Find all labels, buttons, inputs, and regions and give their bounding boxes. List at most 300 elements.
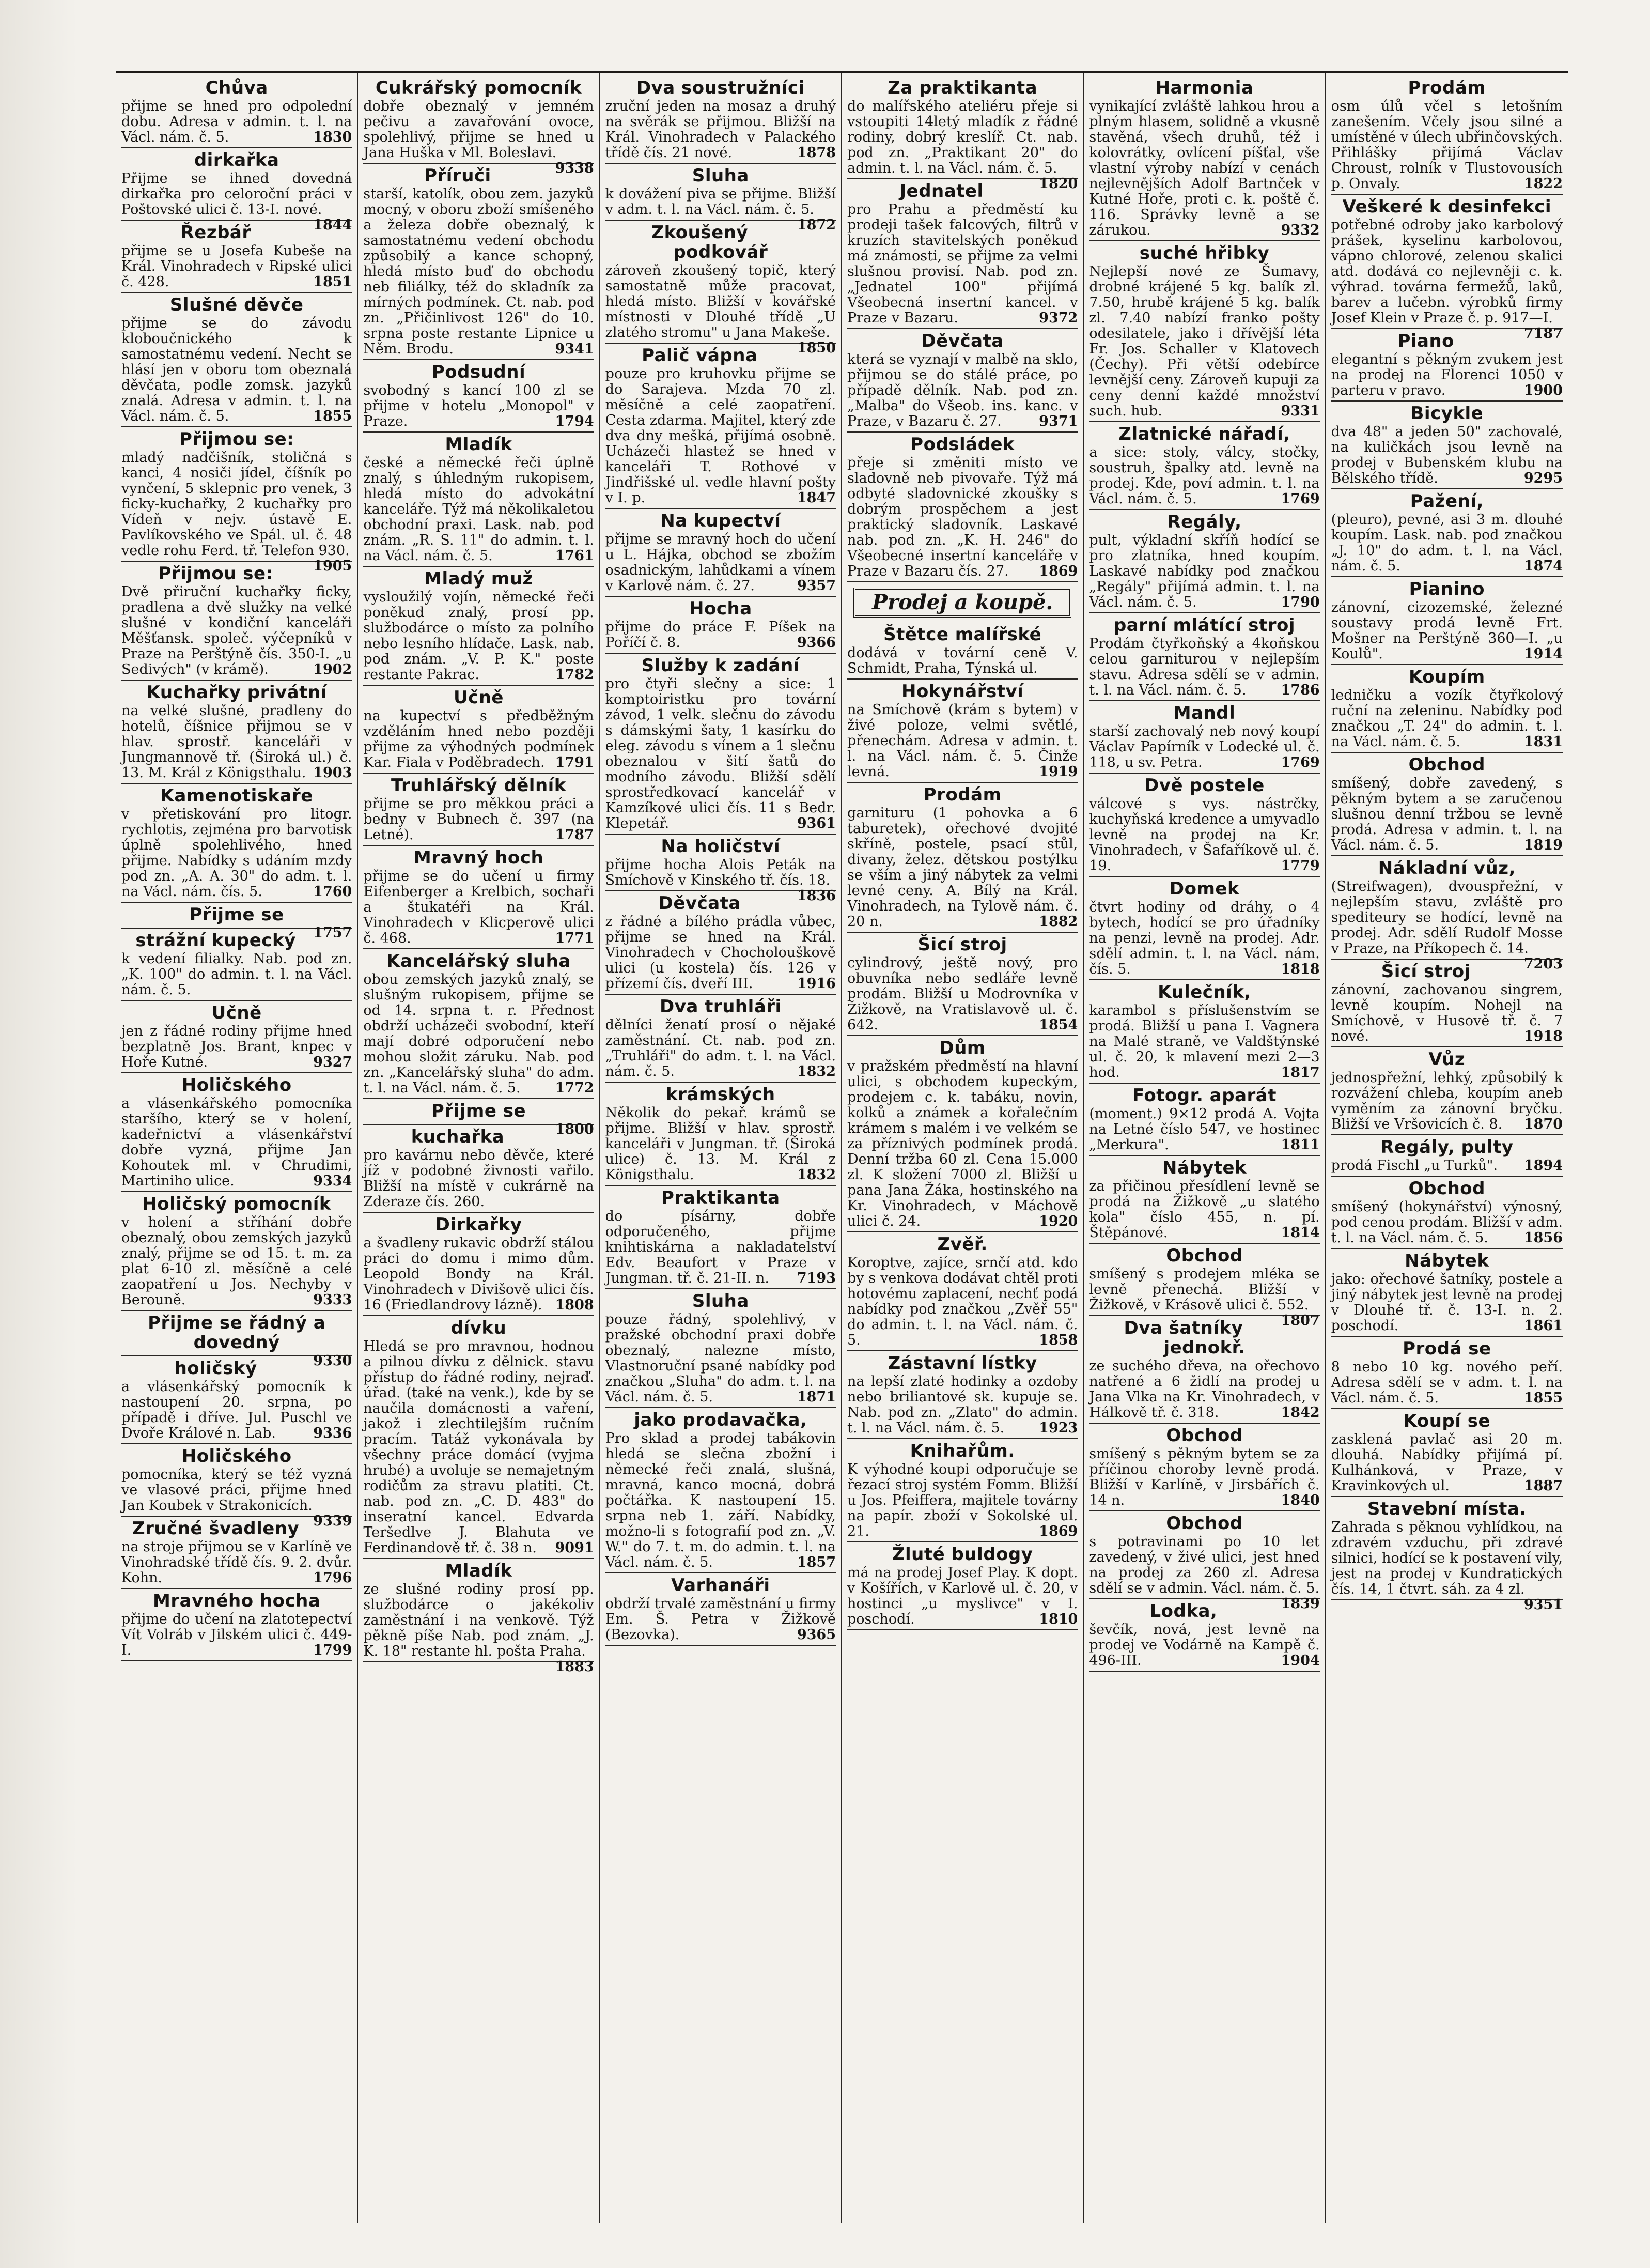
classified-ad bbox=[1089, 980, 1319, 1084]
ad-heading: Hokynářství bbox=[901, 681, 1024, 702]
ad-heading: Varhanáři bbox=[671, 1575, 770, 1596]
page-fold-shadow bbox=[0, 0, 77, 2268]
ad-heading: Přijmou se: bbox=[158, 563, 273, 584]
ad-body: přijme se mravný hoch do učení u L. Hájka, obchod se zbožím osadnickým, lahůdkami a vínem v Karlově nám. č. 27. 9357 bbox=[605, 531, 836, 594]
classified-ad bbox=[605, 1408, 836, 1573]
ad-heading: Fotogr. aparát bbox=[1132, 1085, 1277, 1106]
classified-ad bbox=[1089, 1084, 1319, 1156]
ad-body: Několik do pekař. krámů se přijme. Bližší v hlav. sprostř. kanceláři v Jungman. tř. (Široká ulice) č. 13. M. Král z Königsthalu. 1832 bbox=[605, 1105, 836, 1183]
ad-body: pouze pro kruhovku přijme se do Sarajeva. Mzda 70 zl. měsíčně a celé zaopatření. Cesta zdarma. Majitel, který zde dva dny mešká, přijímá osobně. Ucházeči hlastež se hned v kanceláři T. Rothové v Jindřišské ul. vedle hlavní pošty v I. p. 1847 bbox=[605, 366, 836, 506]
ad-body: 8 nebo 10 kg. nového peří. Adresa sdělí se v adm. t. l. na Václ. nám. č. 5. 1855 bbox=[1331, 1359, 1563, 1406]
ad-number: 1800 bbox=[555, 1121, 594, 1137]
ad-heading: Příruči bbox=[424, 165, 491, 186]
ad-heading: Regály, pulty bbox=[1380, 1137, 1514, 1158]
classified-ad bbox=[363, 164, 594, 360]
ad-body: jednospřežní, lehký, způsobilý k rozvážení chleba, koupím aneb vyměním za zánovní bryčku. Bližší ve Vršovicích č. 8. 1870 bbox=[1331, 1070, 1563, 1132]
ad-body: do malířského ateliéru přeje si vstoupiti 14letý mladík z řádné rodiny, dobrý kreslíř. Ct. nab. pod zn. „Praktikant 20" do admin. t. l. na Václ. nám. č. 5. 1820 bbox=[847, 98, 1078, 192]
classified-ad bbox=[1331, 402, 1563, 489]
ad-body: K výhodné koupi odporučuje se řezací stroj systém Fomm. Bližší u Jos. Pfeiffera, majitele továrny na papír. zboží v Sokolské ul. 21. 1869 bbox=[847, 1461, 1078, 1539]
ad-heading: Truhlářský dělník bbox=[391, 775, 566, 796]
ad-body: (moment.) 9×12 prodá A. Vojta na Letné číslo 547, ve hostinec „Merkura". 1811 bbox=[1089, 1106, 1320, 1153]
ad-number: 1830 bbox=[313, 129, 352, 145]
ad-body: cylindrový, ještě nový, pro obuvníka nebo sedláře levně prodám. Bližší u Modrovníka v Žižkově, na Vratislavově ul. č. 642. 1854 bbox=[847, 955, 1078, 1033]
ad-number: 1894 bbox=[1523, 1158, 1563, 1174]
ad-number: 1858 bbox=[1039, 1332, 1078, 1348]
ad-number: 1923 bbox=[1039, 1420, 1078, 1436]
classified-ad bbox=[605, 76, 836, 164]
ad-body: a švadleny rukavic obdrží stálou práci do domu i mimo dům. Leopold Bondy na Král. Vinohradech v Divišově ulici čís. 16 (Friedlandrovy lázně). 1808 bbox=[363, 1235, 594, 1313]
ad-heading: Šicí stroj bbox=[1381, 961, 1471, 982]
ad-body: a vlásenkářský pomocník k nastoupení 20. srpna, po případě i dříve. Jul. Puschl ve Dvoře Králové n. Lab. 9336 bbox=[121, 1379, 352, 1441]
ad-heading: Přijme se bbox=[431, 1101, 526, 1121]
column-1 bbox=[116, 73, 358, 2223]
ad-heading: Nákladní vůz, bbox=[1378, 858, 1516, 878]
classified-ad bbox=[121, 784, 352, 903]
ad-number: 1920 bbox=[1039, 1213, 1078, 1229]
classified-ad bbox=[121, 1356, 352, 1444]
ad-body: na velké slušné, pradleny do hotelů, číšnice přijmou se v hlav. sprostř. kanceláři v Jungmannově tř. (Široká ul.) č. 13. M. Král z Königsthalu. 1903 bbox=[121, 703, 352, 781]
ad-number: 9357 bbox=[797, 578, 836, 594]
ad-heading: strážní kupecký bbox=[135, 930, 296, 951]
ad-heading: Koupí se bbox=[1403, 1411, 1491, 1431]
ad-body: prodá Fischl „u Turků". 1894 bbox=[1331, 1158, 1563, 1174]
column-5 bbox=[1084, 73, 1326, 2223]
ad-body: (Streifwagen), dvouspřežní, v nejlepším stavu, zvláště pro spediteury se hodící, levně na prodej. Adr. sdělí Rudolf Mosse v Praze, na Příkopech č. 14. 7203 bbox=[1331, 878, 1563, 972]
classified-ad bbox=[1089, 510, 1319, 613]
ad-number: 1855 bbox=[1523, 1390, 1563, 1406]
classified-ad bbox=[1089, 701, 1319, 774]
classified-ad bbox=[1089, 241, 1319, 422]
classified-ad bbox=[1331, 1177, 1563, 1249]
ad-number: 9338 bbox=[555, 160, 594, 176]
ad-number: 1832 bbox=[797, 1167, 836, 1183]
ad-heading: Podsudní bbox=[431, 362, 526, 382]
ad-heading: Holičského bbox=[181, 1446, 292, 1467]
ad-heading: Bicykle bbox=[1410, 403, 1484, 424]
ad-number: 1771 bbox=[555, 930, 594, 946]
ad-number: 1791 bbox=[555, 754, 594, 770]
classified-ad bbox=[847, 783, 1078, 933]
classified-ad bbox=[363, 949, 594, 1099]
ad-heading: Na kupectví bbox=[660, 511, 781, 531]
ad-body: pomocníka, který se též vyzná ve vlasové práci, přijme hned Jan Koubek v Strakonicích. 9339 bbox=[121, 1467, 352, 1529]
ad-number: 1871 bbox=[797, 1389, 836, 1405]
classified-ad bbox=[363, 1213, 594, 1316]
ad-number: 1814 bbox=[1281, 1225, 1320, 1241]
ad-heading: Knihařům. bbox=[910, 1441, 1015, 1461]
ad-number: 9341 bbox=[555, 341, 594, 357]
classified-ad bbox=[363, 360, 594, 433]
ad-number: 1796 bbox=[313, 1570, 352, 1586]
ad-number: 9295 bbox=[1523, 470, 1563, 486]
ad-body: Prodám čtyřkoňský a 4koňskou celou garniturou v nejlepším stavu. Adresa sdělí se v admin. t. l. na Václ. nám. č. 5. 1786 bbox=[1089, 636, 1320, 698]
classified-ad bbox=[605, 344, 836, 509]
ad-heading: parní mlátící stroj bbox=[1113, 615, 1296, 636]
ad-heading: Koupím bbox=[1408, 667, 1485, 687]
ad-number: 1900 bbox=[1523, 382, 1563, 398]
ad-body: Pro sklad a prodej tabákovin hledá se slečna zbožní i německé řeči znalá, slušná, mravná, kanco mocná, dobrá počtářka. K nastoupení 15. srpna neb 1. září. Nabídky, možno-li s fotografií pod zn. „V. W." do 7. t. m. do admin. t. l. na Václ. nám. č. 5. 1857 bbox=[605, 1430, 836, 1570]
ad-number: 9336 bbox=[313, 1425, 352, 1441]
ad-heading: Holičský pomocník bbox=[142, 1194, 332, 1214]
ad-body: a sice: stoly, válcy, stočky, soustruh, špalky atd. levně na prodej. Kde, poví admin. t. l. na Václ. nám. č. 5. 1769 bbox=[1089, 444, 1320, 507]
ad-heading: Veškeré k desinfekci bbox=[1342, 196, 1552, 217]
classified-ad bbox=[121, 293, 352, 427]
ad-heading: krámských bbox=[666, 1084, 775, 1105]
classified-ad bbox=[1089, 76, 1319, 241]
ad-body: přijme se hned pro odpolední dobu. Adresa v admin. t. l. na Václ. nám. č. 5. 1830 bbox=[121, 98, 352, 145]
classified-ad bbox=[1331, 1409, 1563, 1497]
ad-number: 1883 bbox=[555, 1659, 594, 1675]
ad-heading: Na holičství bbox=[661, 836, 781, 857]
ad-number: 1799 bbox=[313, 1642, 352, 1658]
ad-number: 1855 bbox=[313, 408, 352, 424]
ad-body: starší, katolík, obou zem. jazyků mocný, v oboru zboží smíšeného a železa dobře obeznalý, k samostatnému vedení obchodu způsobilý a kance schopný, hledá místo buď do obchodu neb filiálky, též do skladník za mírných podmínek. Ct. nab. pod zn. „Přičinlivost 126" do 10. srpna poste restante Lipnice u Něm. Brodu. 9341 bbox=[363, 186, 594, 357]
ad-number: 1831 bbox=[1523, 734, 1563, 750]
ad-heading: Slušné děvče bbox=[169, 295, 304, 315]
ad-heading: Praktikanta bbox=[661, 1187, 780, 1208]
ad-body: Nejlepší nové ze Šumavy, drobné krájené 5 kg. balík zl. 7.50, hrubě krájené 5 kg. balík zl. 7.40 nabízí franko pošty odesilatele, jako i dřívější léta Fr. Jos. Schaller v Klatovech (Čechy). Při větší odebírce levnější ceny. Zároveň kupuji za ceny denní každé množství such. hub. 9331 bbox=[1089, 264, 1320, 419]
ad-heading: Prodá se bbox=[1403, 1338, 1491, 1359]
ad-body: potřebné odroby jako karbolový prášek, kyselinu karbolovou, vápno chlorové, zelenou skalici atd. dodává co nejlevněji c. k. výhrad. továrna fermežů, laků, barev a lučebn. výrobků firmy Josef Klein v Praze č. p. 917—I. 7187 bbox=[1331, 217, 1563, 342]
ad-number: 1857 bbox=[797, 1554, 836, 1570]
classified-ad bbox=[847, 1351, 1078, 1439]
classified-ad bbox=[1089, 613, 1319, 701]
ad-heading: Štětce malířské bbox=[883, 624, 1042, 645]
ad-number: 9091 bbox=[555, 1540, 594, 1556]
ad-heading: Dva šatníky jednokř. bbox=[1124, 1318, 1246, 1358]
ad-heading: Harmonia bbox=[1155, 78, 1254, 98]
ad-heading: Nábytek bbox=[1405, 1251, 1489, 1271]
classified-ad bbox=[605, 995, 836, 1083]
ad-heading: Obchod bbox=[1408, 1178, 1485, 1199]
ad-body: na stroje přijmou se v Karlíně ve Vinohradské třídě čís. 9. 2. dvůr. Kohn. 1796 bbox=[121, 1539, 352, 1586]
classified-ad bbox=[605, 509, 836, 597]
ad-body: k dovážení piva se přijme. Bližší v adm. t. l. na Václ. nám. č. 5. 1872 bbox=[605, 186, 836, 233]
ad-number: 1903 bbox=[313, 765, 352, 781]
ad-heading: dirkařka bbox=[194, 150, 279, 171]
ad-body: přijme se u Josefa Kubeše na Král. Vinohradech v Ripské ulici č. 428. 1851 bbox=[121, 243, 352, 290]
ad-heading: Zručné švadleny bbox=[132, 1518, 300, 1539]
classified-ad bbox=[605, 1186, 836, 1289]
ad-body: Hledá se pro mravnou, hodnou a pilnou dívku z dělnick. stavu přístup do řádné rodiny, nejraď. úřad. (také na venk.), kde by se naučila domácnosti a vaření, jakož i zlechtilejším ručním pracím. Tatáž vykonávala by všechny práce domácí (vyjma hrubé) a uvoluje se nemajetným rodičům za stravu platiti. Ct. nab. pod zn. „C. D. 483" do inseratní kancel. Edvarda Teršedlve J. Blahuta ve Ferdinandově tř. č. 38 n. 9091 bbox=[363, 1338, 594, 1556]
ad-body: mladý nadčišník, stoličná s kanci, 4 nosiči jídel, číšník po vynčení, 5 sklepnic pro venek, 3 ficky-kuchařky, 2 kuchařky pro Vídeň v nejv. ústavě E. Pavlíkovského ve Spál. ul. č. 48 vedle rohu Ferd. tř. Telefon 930. 1905 bbox=[121, 450, 352, 574]
classified-ad bbox=[847, 179, 1078, 329]
ad-number: 1779 bbox=[1281, 858, 1320, 874]
classified-ad bbox=[121, 681, 352, 784]
ad-number: 1840 bbox=[1281, 1492, 1320, 1508]
ad-heading: Přijmou se: bbox=[179, 429, 294, 450]
classified-ad bbox=[121, 76, 352, 148]
ad-body: v holení a stříhání dobře obeznalý, obou zemských jazyků znalý, přijme se od 15. t. m. za plat 6-10 zl. měsíčně a celé zaopatření u Jos. Nechyby v Berouně. 9333 bbox=[121, 1214, 352, 1308]
ad-number: 1874 bbox=[1523, 558, 1563, 574]
ad-body: (pleuro), pevné, asi 3 m. dlouhé koupím. Lask. nab. pod značkou „J. 10" do adm. t. l. na Václ. nám. č. 5. 1874 bbox=[1331, 512, 1563, 574]
classified-ad bbox=[121, 1073, 352, 1192]
ad-number: 1818 bbox=[1281, 961, 1320, 977]
ad-heading: Zkoušený podkovář bbox=[651, 222, 768, 263]
ad-heading: dívku bbox=[450, 1318, 507, 1338]
ad-heading: Pažení, bbox=[1410, 491, 1484, 512]
ad-heading: Stavební místa. bbox=[1367, 1499, 1527, 1519]
ad-number: 9371 bbox=[1039, 413, 1078, 429]
ad-number: 1851 bbox=[313, 274, 352, 290]
ad-body: přijme do učení na zlatotepectví Vít Volráb v Jilském ulici č. 449-I. 1799 bbox=[121, 1611, 352, 1658]
ad-body: k vedení filialky. Nab. pod zn. „K. 100" do admin. t. l. na Václ. nám. č. 5. bbox=[121, 951, 352, 998]
classified-ad bbox=[1089, 1156, 1319, 1244]
ad-heading: Pianino bbox=[1409, 579, 1485, 599]
classified-ad bbox=[605, 1289, 836, 1408]
classified-ad bbox=[605, 164, 836, 233]
classified-ad bbox=[847, 433, 1078, 582]
ad-heading: Dva truhláři bbox=[660, 996, 782, 1017]
classified-ad bbox=[1089, 1244, 1320, 1329]
ad-body: zruční jeden na mosaz a druhý na svěrák se přijmou. Bližší na Král. Vinohradech v Palackého třídě čís. 21 nové. 1878 bbox=[605, 98, 836, 161]
column-3 bbox=[600, 73, 842, 2223]
classified-ad bbox=[1331, 753, 1563, 856]
ad-number: 1808 bbox=[555, 1297, 594, 1313]
classified-ad bbox=[847, 1232, 1078, 1351]
ad-number: 1869 bbox=[1039, 563, 1078, 579]
ad-body: pro Prahu a předměstí ku prodeji tašek falcových, filtrů v kruzích stavitelských poněkud má známosti, se přijme za velmi slušnou provisí. Nab. pod zn. „Jednatel 100" přijímá Všeobecná insertní kancel. v Praze v Bazaru. 9372 bbox=[847, 202, 1078, 326]
ad-heading: Sluha bbox=[692, 1291, 749, 1312]
ad-heading: Mladík bbox=[445, 1561, 512, 1581]
ad-body: elegantní s pěkným zvukem jest na prodej na Florenci 1050 v parteru v pravo. 1900 bbox=[1331, 351, 1563, 398]
ad-heading: Šicí stroj bbox=[917, 934, 1007, 955]
ad-body: Koroptve, zajíce, srnčí atd. kdo by s venkova dodávat chtěl proti hotovému zaplacení, nechť podá nabídky pod značkou „Zvěř 55" do admin. t. l. na Václ. nám. č. 5. 1858 bbox=[847, 1255, 1078, 1348]
ad-heading: kuchařka bbox=[411, 1127, 505, 1147]
classified-ad bbox=[847, 680, 1078, 783]
ad-body: obou zemských jazyků znalý, se slušným rukopisem, přijme se od 14. srpna t. r. Přednost obdrží ucházeči svobodní, kteří mají dobré odporučení nebo mohou složit záruku. Nab. pod zn. „Kancelářský sluha" do adm. t. l. na Václ. nám. č. 5. 1772 bbox=[363, 971, 594, 1096]
ad-body: pult, výkladní skříň hodící se pro zlatníka, hned koupím. Laskavé nabídky pod značkou „Regály" přijímá admin. t. l. na Václ. nám. č. 5. 1790 bbox=[1089, 532, 1320, 610]
classified-ad bbox=[1089, 1316, 1319, 1424]
ad-number: 1916 bbox=[797, 976, 836, 992]
ad-number: 1914 bbox=[1523, 646, 1563, 662]
ad-number: 1882 bbox=[1039, 914, 1078, 930]
ad-body: ze slušné rodiny prosí pp. službodárce o jakékoliv zaměstnání i na venkově. Týž pěkně píše Nab. pod znám. „J. K. 18" restante hl. pošta Praha. 1883 bbox=[363, 1581, 594, 1675]
ad-heading: Dvě postele bbox=[1144, 775, 1265, 796]
ad-heading: Jednatel bbox=[899, 181, 984, 202]
ad-body: obdrží trvalé zaměstnání u firmy Em. Š. Petra v Žižkově (Bezovka). 9365 bbox=[605, 1596, 836, 1643]
ad-body: karambol s příslušenstvím se prodá. Bližší u pana I. Vagnera na Malé straně, ve Valdštýnské ul. č. 20, k mlavení mezi 2—3 hod. 1817 bbox=[1089, 1002, 1320, 1081]
classified-ad bbox=[605, 654, 836, 835]
ad-body: garnituru (1 pohovka a 6 taburetek), ořechové dvojité skříně, postele, psací stůl, divany, želez. dětskou postýlku se vším a jiný nábytek za velmi levné ceny. A. Bílý na Král. Vinohradech, na Tylově nám. č. 20 n. 1882 bbox=[847, 805, 1078, 930]
classified-ad bbox=[1331, 665, 1563, 753]
classified-ad bbox=[1331, 577, 1563, 665]
ad-body: která se vyznají v malbě na sklo, přijmou se do stálé práce, po případě dělník. Nab. pod zn. „Malba" do Všeob. ins. kanc. v Praze, v Bazaru č. 27. 9371 bbox=[847, 351, 1078, 429]
ad-number: 1810 bbox=[1039, 1611, 1078, 1627]
ad-number: 7203 bbox=[1523, 956, 1563, 972]
ad-number: 1769 bbox=[1281, 491, 1320, 507]
classified-ad bbox=[847, 933, 1078, 1036]
ad-heading: Děvčata bbox=[658, 893, 741, 914]
ad-body: zánovní, cizozemské, železné soustavy prodá levně Frt. Mošner na Perštýně 360—I. „u Koulů". 1914 bbox=[1331, 599, 1563, 662]
ad-number: 1918 bbox=[1523, 1028, 1563, 1044]
classified-ad bbox=[605, 1083, 836, 1186]
ad-heading: Cukrářský pomocník bbox=[375, 78, 582, 98]
ad-number: 1861 bbox=[1523, 1318, 1563, 1334]
ad-heading: Řezbář bbox=[180, 222, 251, 243]
ad-number: 1760 bbox=[313, 884, 352, 900]
ad-heading: Mravného hocha bbox=[153, 1591, 321, 1611]
ad-number: 1902 bbox=[313, 661, 352, 677]
ad-number: 1844 bbox=[313, 217, 352, 233]
ad-heading: Žluté buldogy bbox=[892, 1544, 1033, 1565]
ad-number: 9330 bbox=[313, 1353, 352, 1369]
ad-body: má na prodej Josef Play. K dopt. v Košířích, v Karlově ul. č. 20, v hostinci „u myslivce" v I. poschodí. 1810 bbox=[847, 1565, 1078, 1627]
classified-ad bbox=[121, 1589, 352, 1661]
ad-number: 9334 bbox=[313, 1173, 352, 1189]
ad-body: Přijme se ihned dovedná dirkařka pro celoroční práci v Poštovské ulici č. 13-I. nové. 1844 bbox=[121, 171, 352, 233]
ad-number: 1794 bbox=[555, 413, 594, 429]
ad-body: smíšený, dobře zavedený, s pěkným bytem a se zaručenou slušnou denní tržbou se levně prodá. Adresa v admin. t. l. na Václ. nám. č. 5. 1819 bbox=[1331, 775, 1563, 853]
ad-body: pro čtyři slečny a sice: 1 komptoiristku pro tovární závod, 1 velk. slečnu do závodu s dámskými šaty, 1 kasírku do eleg. závodu s vínem a 1 slečnu obeznalou v šití šatů do modního závodu. Bližší sdělí sprostředkovací kancelář v Kamzíkové ulici čís. 11 s Bedr. Klepetář. 9361 bbox=[605, 676, 836, 831]
classified-ad bbox=[1089, 1424, 1319, 1511]
ad-heading: Hocha bbox=[689, 598, 752, 619]
ad-number: 1870 bbox=[1523, 1116, 1563, 1132]
classified-ad bbox=[363, 686, 594, 774]
ad-heading: Zvěř. bbox=[937, 1234, 988, 1255]
ad-body: ševčík, nová, jest levně na prodej ve Vodárně na Kampě č. 496-III. 1904 bbox=[1089, 1622, 1320, 1669]
ad-body: na kupectví s předběžným vzděláním hned nebo později přijme za výhodných podmínek Kar. Fiala v Poděbradech. 1791 bbox=[363, 708, 594, 770]
ad-heading: Obchod bbox=[1408, 754, 1485, 775]
ad-number: 1782 bbox=[555, 667, 594, 683]
ad-heading: Mladý muž bbox=[424, 568, 533, 589]
ad-number: 1822 bbox=[1523, 176, 1563, 192]
ad-number: 1869 bbox=[1039, 1523, 1078, 1539]
ad-heading: Piano bbox=[1397, 331, 1455, 351]
ad-number: 9365 bbox=[797, 1627, 836, 1643]
ad-number: 1842 bbox=[1281, 1405, 1320, 1421]
ad-body: jako: ořechové šatníky, postele a jiný nábytek jest levně na prodej v Dlouhé tř. č. 13-I. n. 2. poschodí. 1861 bbox=[1331, 1271, 1563, 1334]
classified-ad bbox=[363, 567, 594, 686]
ad-number: 7187 bbox=[1523, 326, 1563, 342]
ad-body: a vlásenkářského pomocníka staršího, který se v holení, kadeřnictví a vlásenkářství dobře vyzná, přijme Jan Kohoutek ml. v Chrudimi, Martiniho ulice. 9334 bbox=[121, 1096, 352, 1189]
ad-number: 7193 bbox=[797, 1270, 836, 1286]
ad-heading: Kuchařky privátní bbox=[146, 682, 327, 703]
ad-number: 9351 bbox=[1523, 1597, 1563, 1613]
ad-number: 1839 bbox=[1281, 1596, 1320, 1612]
classified-ad bbox=[363, 1559, 594, 1675]
ad-heading: Nábytek bbox=[1162, 1158, 1247, 1178]
ad-body: zároveň zkoušený topič, který samostatně může pracovat, hledá místo. Bližší v kovářské místnosti v Dlouhé třídě „U zlatého stromu" u Jana Makeše. 1850 bbox=[605, 263, 836, 356]
ad-body: přeje si změniti místo ve sladovně neb pivovaře. Týž má odbyté sladovnické zkoušky s dobrým prospěchem a jest praktický sladovník. Laskavé nab. pod zn. „K. H. 246" do Všeobecné insertní kanceláře v Praze v Bazaru čís. 27. 1869 bbox=[847, 455, 1078, 579]
ad-heading: Podsládek bbox=[910, 434, 1015, 455]
ad-heading: Učně bbox=[453, 687, 504, 708]
classified-ad bbox=[1331, 1497, 1563, 1613]
column-2 bbox=[358, 73, 600, 2223]
ad-heading: Dirkařky bbox=[435, 1214, 522, 1235]
ad-body: svobodný s kancí 100 zl se přijme v hotelu „Monopol" v Praze. 1794 bbox=[363, 382, 594, 429]
ad-body: v přetiskování pro litogr. rychlotis, zejména pro barvotisk úplně spolehlivého, hned přijme. Nabídky s udáním mzdy pod zn. „A. A. 30" do adm. t. l. na Václ. nám. čís. 5. 1760 bbox=[121, 806, 352, 900]
ad-heading: holičský bbox=[174, 1358, 257, 1379]
ad-number: 1761 bbox=[555, 548, 594, 564]
classified-ad bbox=[605, 891, 836, 995]
ad-heading: Mladík bbox=[445, 434, 512, 455]
classified-ad bbox=[1331, 76, 1563, 195]
ad-number: 1820 bbox=[1039, 176, 1078, 192]
ad-body: zánovní, zachovanou singrem, levně koupím. Nohejl na Smíchově, v Husově tř. č. 7 nové. 1918 bbox=[1331, 982, 1563, 1044]
ad-heading: Domek bbox=[1169, 878, 1240, 899]
ad-heading: Děvčata bbox=[921, 331, 1004, 351]
ad-body: jen z řádné rodiny přijme hned bezplatně Jos. Brant, knpec v Hoře Kutné. 9327 bbox=[121, 1023, 352, 1070]
ad-number: 9327 bbox=[313, 1054, 352, 1070]
ad-heading: Prodám bbox=[1408, 78, 1486, 98]
ad-number: 1757 bbox=[313, 925, 352, 941]
ad-heading: Mravný hoch bbox=[413, 847, 544, 868]
ad-body: dva 48" a jeden 50" zachovalé, na kuličkách jsou levně na prodej v Bubenském klubu na Bělského třídě. 9295 bbox=[1331, 424, 1563, 486]
ad-body: s potravinami po 10 let zavedený, v živé ulici, jest hned na prodej za 260 zl. Adresa sdělí se v admin. Václ. nám. č. 5. 1839 bbox=[1089, 1534, 1320, 1612]
classified-ad bbox=[363, 846, 594, 949]
ad-number: 1769 bbox=[1281, 754, 1320, 770]
ad-body: vynikající zvláště lahkou hrou a plným hlasem, solidně a vkusně stavěná, všech druhů, též i kolovrátky, ovlícení píšťal, vše vlastní výroby nabízí v cenách nejlevnějších Adolf Bartnček v Kutné Hoře, proti c. k. poště č. 116. Správky levně a se zárukou. 9332 bbox=[1089, 98, 1320, 238]
ad-body: za přičinou přesídlení levně se prodá na Žižkově „u slatého kola" číslo 455, n. pí. Štěpánové. 1814 bbox=[1089, 1178, 1320, 1241]
ad-body: pouze řádný, spolehlivý, v pražské obchodní praxi dobře obeznalý, nalezne místo, Vlastnoruční psané nabídky pod značkou „Sluha" do adm. t. l. na Václ. nám. č. 5. 1871 bbox=[605, 1312, 836, 1405]
ad-heading: Chůva bbox=[205, 78, 268, 98]
ad-number: 1807 bbox=[1281, 1313, 1320, 1329]
ad-number: 1819 bbox=[1523, 837, 1563, 853]
ad-heading: Za praktikanta bbox=[888, 78, 1038, 98]
ad-number: 1817 bbox=[1281, 1064, 1320, 1081]
classified-ad bbox=[847, 1542, 1078, 1630]
ad-body: přijme se pro měkkou práci a bedny v Bubnech č. 397 (na Letné). 1787 bbox=[363, 796, 594, 843]
ad-body: dodává v tovární ceně V. Schmidt, Praha, Týnská ul. bbox=[847, 645, 1078, 676]
classified-ad bbox=[121, 1001, 352, 1073]
ad-body: přijme hocha Alois Peták na Smíchově v Kinského tř. čís. 18. 1836 bbox=[605, 857, 836, 904]
ad-body: ledničku a vozík čtyřkolový ruční na zeleninu. Nabídky pod značkou „T. 24" do admin. t. l. na Václ. nám. č. 5. 1831 bbox=[1331, 687, 1563, 750]
ad-heading: Dva soustružníci bbox=[636, 78, 805, 98]
classifieds-page bbox=[116, 71, 1568, 2223]
classified-ad bbox=[121, 1192, 352, 1311]
ad-body: starší zachovalý neb nový koupí Václav Papírník v Lodecké ul. č. 118, u sv. Petra. 1769 bbox=[1089, 723, 1320, 770]
ad-heading: Zástavní lístky bbox=[888, 1353, 1037, 1374]
classified-ad bbox=[1331, 1337, 1563, 1409]
ad-number: 9361 bbox=[797, 815, 836, 831]
classified-ad bbox=[847, 329, 1078, 433]
ad-body: dělníci ženatí prosí o nějaké zaměstnání. Ct. nab. pod zn. „Truhláři" do adm. t. l. na Václ. nám. č. 5. 1832 bbox=[605, 1017, 836, 1079]
ad-body: zasklená pavlač asi 20 m. dlouhá. Nabídky přijímá pí. Kulhánková, v Praze, v Kravinkových ul. 1887 bbox=[1331, 1431, 1563, 1494]
ad-heading: Mandl bbox=[1173, 703, 1236, 723]
classified-ad bbox=[1331, 960, 1563, 1047]
ad-body: dobře obeznalý v jemném pečivu a zavařování ovoce, spolehlivý, přijme se hned u Jana Huška v Ml. Boleslavi. 9338 bbox=[363, 98, 594, 176]
ad-heading: Holičského bbox=[181, 1075, 292, 1096]
classified-ad bbox=[847, 1439, 1078, 1542]
classified-ad bbox=[847, 1036, 1078, 1232]
ad-number: 9331 bbox=[1281, 403, 1320, 419]
ad-body: čtvrt hodiny od dráhy, o 4 bytech, hodící se pro úřadníky na penzi, levně na prodej. Adr. sdělí admin. t. l. na Václ. nám. čís. 5. 1818 bbox=[1089, 899, 1320, 977]
classified-ad bbox=[1089, 422, 1319, 510]
ad-body: Dvě přiruční kuchařky ficky, pradlena a dvě služky na velké slušné v kondiční kanceláři Měšťansk. společ. výčepníků v Praze na Perštýně čís. 350-I. „u Sedivých" (v krámě). 1902 bbox=[121, 584, 352, 677]
ad-number: 1772 bbox=[555, 1080, 594, 1096]
ad-body: osm úlů včel s letošním zanešením. Včely jsou silné a umístěné v úlech ubřinčovských. Přihlášky přijímá Václav Chroust, rolník v Tlustovousích p. Onvaly. 1822 bbox=[1331, 98, 1563, 192]
ad-heading: Přijme se bbox=[189, 904, 284, 925]
ad-body: na Smíchově (krám s bytem) v živé poloze, velmi světlé, přenechám. Adresa v admin. t. l. na Václ. nám. č. 5. Činže levná. 1919 bbox=[847, 702, 1078, 780]
classified-ad bbox=[1089, 877, 1319, 980]
ad-body: přijme se do závodu kloboučnického k samostatnému vedení. Necht se hlásí jen v oboru tom obeznalá děvčata, podle zomsk. jazyků znalá. Adresa v admin. t. l. na Václ. nám. č. 5. 1855 bbox=[121, 315, 352, 424]
ad-number: 1904 bbox=[1281, 1653, 1320, 1669]
ad-number: 9332 bbox=[1281, 222, 1320, 238]
ad-number: 9339 bbox=[313, 1513, 352, 1529]
ad-heading: Sluha bbox=[692, 165, 749, 186]
ad-heading: Prodám bbox=[923, 784, 1002, 805]
ad-heading: Regály, bbox=[1167, 512, 1242, 532]
ad-body: české a německé řeči úplně znalý, s úhledným rukopisem, hledá místo do advokátní kanceláře. Týž má několikaletou obchodní praxi. Lask. nab. pod znám. „R. S. 11" do admin. t. l. na Václ. nám. č. 5. 1761 bbox=[363, 455, 594, 564]
classified-ad bbox=[363, 433, 594, 567]
ad-number: 1872 bbox=[797, 217, 836, 233]
ad-heading: Kancelářský sluha bbox=[386, 951, 571, 971]
ad-body: do písárny, dobře odporučeného, přijme knihtiskárna a nakladatelství Edv. Beaufort v Praze v Jungman. tř. č. 21-II. n. 7193 bbox=[605, 1208, 836, 1286]
ad-heading: Obchod bbox=[1166, 1245, 1243, 1266]
section-header-box: Prodej a koupě. bbox=[853, 588, 1071, 618]
ad-heading: Služby k zadání bbox=[641, 655, 800, 676]
